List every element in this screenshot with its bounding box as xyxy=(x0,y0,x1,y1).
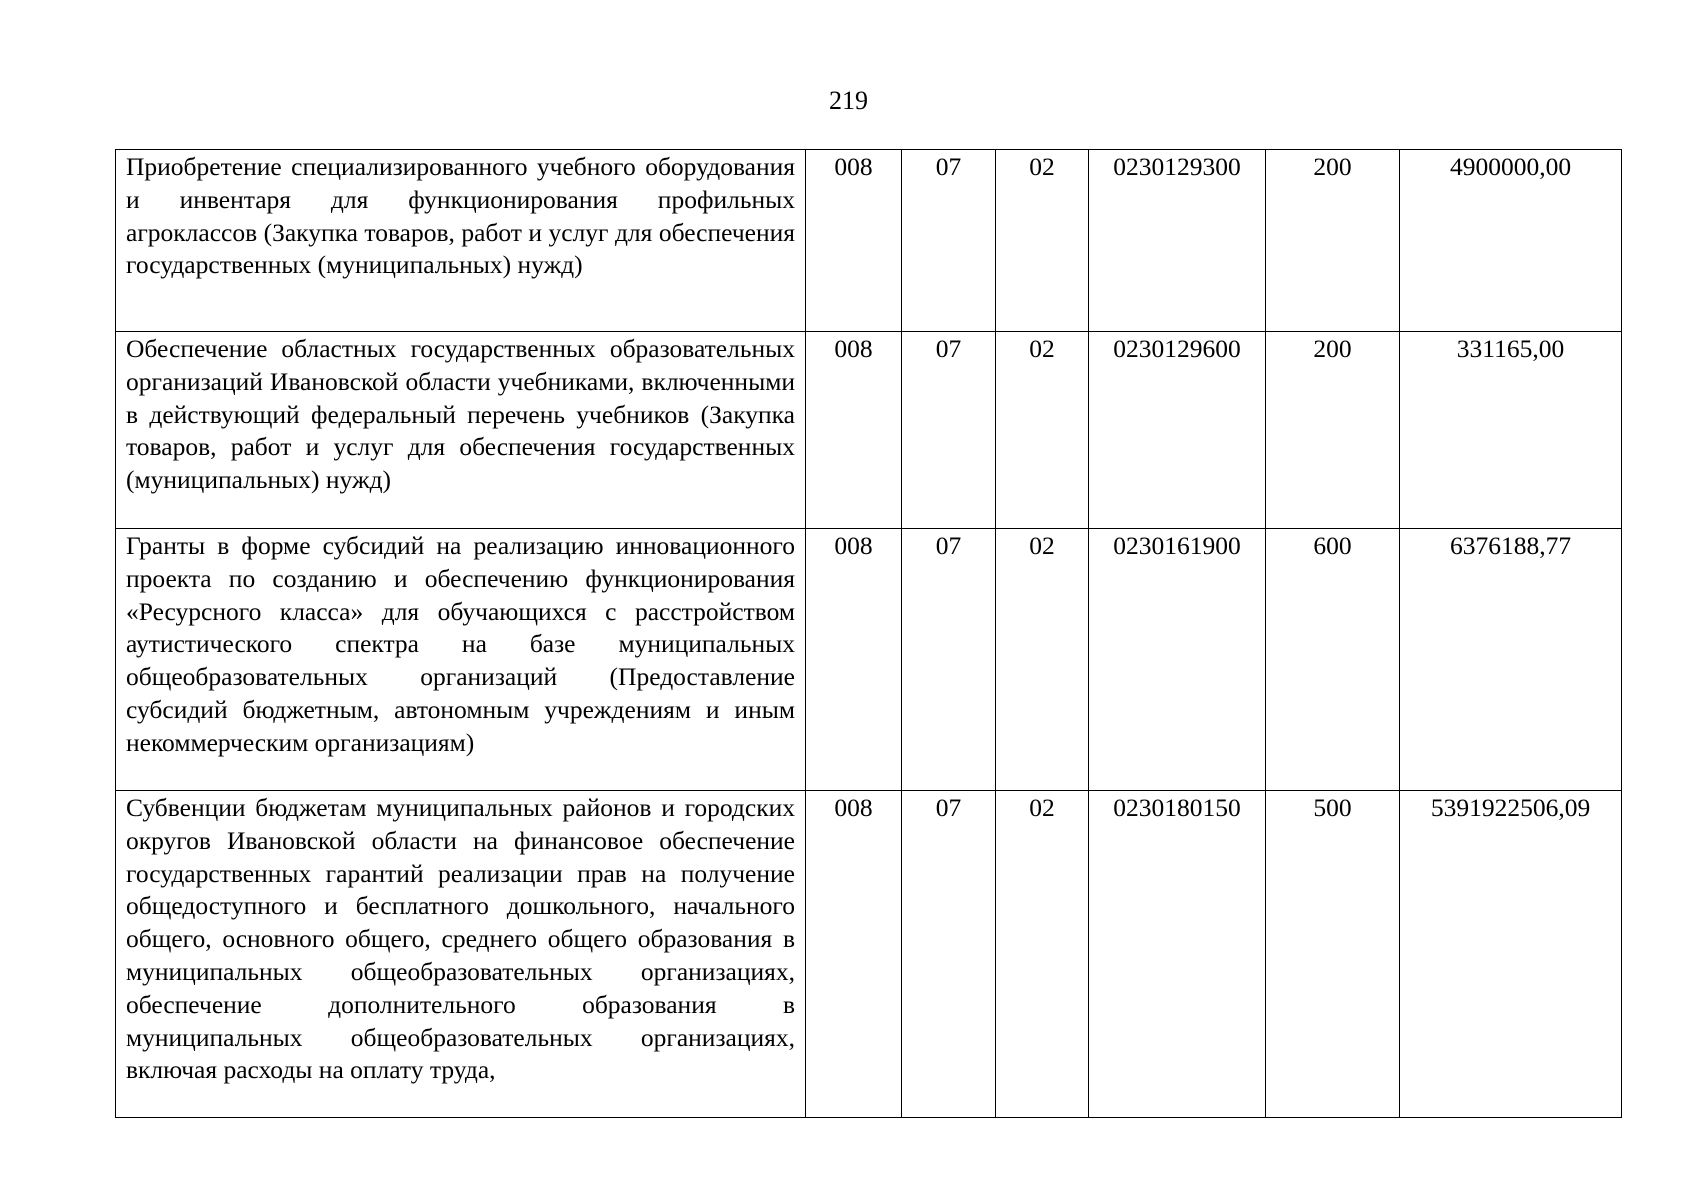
row-target-item-code: 0230180150 xyxy=(1089,791,1266,1118)
page-number: 219 xyxy=(829,86,868,115)
row-expense-type-code: 600 xyxy=(1266,529,1400,791)
row-description: Обеспечение областных государственных образовательных организаций Ивановской области учебниками, включенными в действующий федеральный перечень учебников (Закупка товаров, работ и услуг для обеспечения государственных (муниципальных) нужд) xyxy=(116,332,806,529)
row-department-code: 008 xyxy=(806,529,902,791)
row-amount: 4900000,00 xyxy=(1400,150,1622,332)
row-department-code: 008 xyxy=(806,791,902,1118)
row-expense-type-code: 500 xyxy=(1266,791,1400,1118)
row-expense-type-code: 200 xyxy=(1266,150,1400,332)
row-description: Приобретение специализированного учебного оборудования и инвентаря для функционирования профильных агроклассов (Закупка товаров, работ и услуг для обеспечения государственных (муниципальных) нужд) xyxy=(116,150,806,332)
row-description: Гранты в форме субсидий на реализацию инновационного проекта по созданию и обеспечению функционирования «Ресурсного класса» для обучающихся с расстройством аутистического спектра на базе муниципальных общеобразовательных организаций (Предоставление субсидий бюджетным, автономным учреждениям и иным некоммерческим организациям) xyxy=(116,529,806,791)
row-subsection-code: 02 xyxy=(996,791,1089,1118)
row-target-item-code: 0230129300 xyxy=(1089,150,1266,332)
row-department-code: 008 xyxy=(806,150,902,332)
row-target-item-code: 0230129600 xyxy=(1089,332,1266,529)
row-section-code: 07 xyxy=(902,332,996,529)
row-subsection-code: 02 xyxy=(996,150,1089,332)
table-row xyxy=(116,529,1622,791)
row-amount: 331165,00 xyxy=(1400,332,1622,529)
row-amount: 6376188,77 xyxy=(1400,529,1622,791)
row-section-code: 07 xyxy=(902,150,996,332)
row-expense-type-code: 200 xyxy=(1266,332,1400,529)
row-description: Субвенции бюджетам муниципальных районов и городских округов Ивановской области на финансовое обеспечение государственных гарантий реализации прав на получение общедоступного и бесплатного дошкольного, начального общего, основного общего, среднего общего образования в муниципальных общеобразовательных организациях, обеспечение дополнительного образования в муниципальных общеобразовательных организациях, включая расходы на оплату труда, xyxy=(116,791,806,1118)
row-amount: 5391922506,09 xyxy=(1400,791,1622,1118)
row-target-item-code: 0230161900 xyxy=(1089,529,1266,791)
row-section-code: 07 xyxy=(902,791,996,1118)
row-subsection-code: 02 xyxy=(996,529,1089,791)
table-row xyxy=(116,150,1622,332)
table-row xyxy=(116,791,1622,1118)
row-department-code: 008 xyxy=(806,332,902,529)
row-section-code: 07 xyxy=(902,529,996,791)
table-row xyxy=(116,332,1622,529)
budget-table xyxy=(115,149,1622,1118)
row-subsection-code: 02 xyxy=(996,332,1089,529)
